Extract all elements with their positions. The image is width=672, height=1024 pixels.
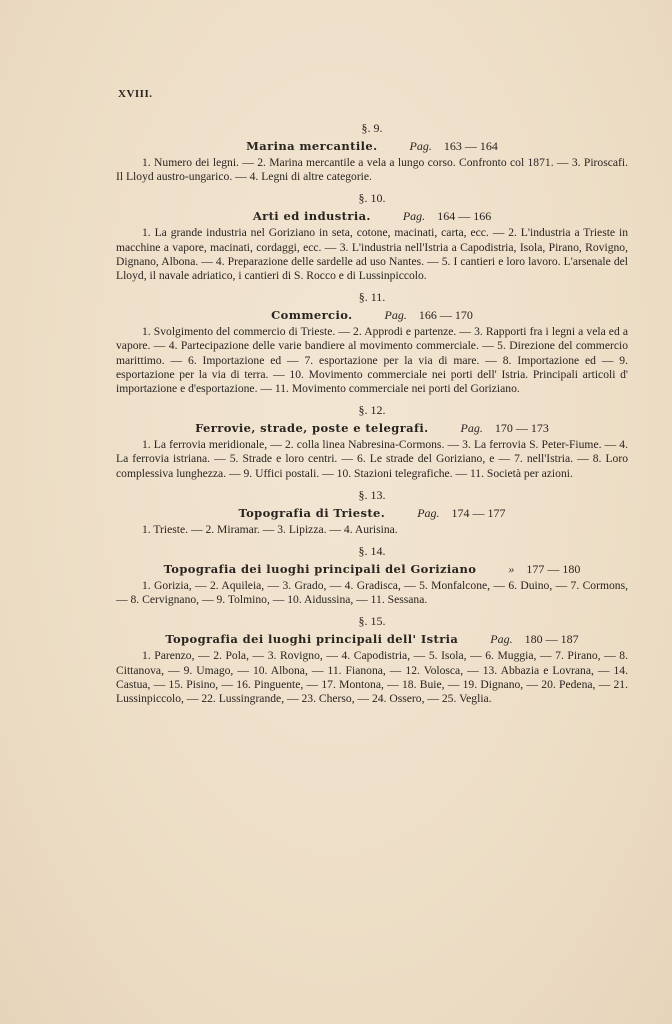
section-title: Topografia dei luoghi principali del Goriziano: [163, 562, 477, 577]
section-contents: 1. Parenzo, — 2. Pola, — 3. Rovigno, — 4. Capodistria, — 5. Isola, — 6. Muggia, — 7. Pirano, — 8. Cittanova, — 9. Umago, — 10. Albona, — 11. Fianona, — 12. Volosca, — 13. Abbazia e Lovrana, — 14. Castua, — 15. Pisino, — 16. Pinguente, — 17. Montona, — 18. Buie, — 19. Dignano, — 20. Pedena, — 21. Lussinpiccolo, — 22. Lussingrande, — 23. Cherso, — 24. Ossero, — 25. Veglia.: [116, 649, 628, 706]
section-title: Ferrovie, strade, poste e telegrafi.: [195, 421, 429, 436]
page-range: 180 — 187: [524, 632, 579, 647]
section-15: [116, 613, 628, 706]
page-label: Pag.: [402, 209, 426, 224]
page-label: »: [508, 562, 515, 577]
section-11: [116, 289, 628, 396]
section-contents: 1. Gorizia, — 2. Aquileia, — 3. Grado, — 4. Gradisca, — 5. Monfalcone, — 6. Duino, — 7. Cormons, — 8. Cervignano, — 9. Tolmino, — 10. Aidussina, — 11. Sessana.: [116, 579, 628, 607]
page-label: Pag.: [417, 505, 440, 520]
page-range: 174 — 177: [451, 505, 506, 520]
section-heading: [116, 629, 628, 649]
page-range: 164 — 166: [437, 209, 492, 224]
section-contents: 1. La ferrovia meridionale, — 2. colla linea Nabresina-Cormons. — 3. La ferrovia S. Peter-Fiume. — 4. La ferrovia istriana. — 5. Strade e loro centri. — 6. Le strade del Goriziano, e — 7. nell'Istria. — 8. Loro complessiva lunghezza. — 9. Uffici postali. — 10. Stazioni telegrafiche. — 11. Società per azioni.: [116, 438, 628, 480]
section-title: Topografia dei luoghi principali dell' Istria: [165, 632, 459, 647]
section-9: [116, 120, 628, 184]
section-12: [116, 402, 628, 481]
section-contents: 1. Numero dei legni. — 2. Marina mercantile a vela a lungo corso. Confronto col 1871. — 3. Piroscafi. Il Lloyd austro-ungarico. — 4. Legni di altre categorie.: [116, 156, 628, 184]
section-title: Arti ed industria.: [252, 209, 371, 224]
section-heading: [116, 559, 628, 579]
section-title: Commercio.: [271, 308, 353, 323]
section-14: [116, 543, 628, 607]
section-number: §. 10.: [358, 191, 386, 206]
page-label: Pag.: [409, 139, 432, 153]
section-contents: 1. Svolgimento del commercio di Trieste. — 2. Approdi e partenze. — 3. Rapporti fra i legni a vela ed a vapore. — 4. Partecipazione delle varie bandiere al movimento commerciale. — 5. Direzione del commercio marittimo. — 6. Importazione ed — 7. esportazione per la via di mare. — 8. Importazione ed — 9. esportazione per la via di terra. — 10. Movimento commerciale nei porti dell' Istria. Principali articoli d' importazione e d'esportazione. — 11. Movimento commerciale nei porti del Goriziano.: [116, 325, 628, 396]
section-10: [116, 190, 628, 283]
section-contents: 1. Trieste. — 2. Miramar. — 3. Lipizza. — 4. Aurisina.: [142, 522, 398, 536]
page-range: 163 — 164: [443, 139, 498, 153]
section-heading: [116, 503, 628, 523]
page-label: Pag.: [460, 421, 483, 436]
section-number: §. 12.: [358, 403, 386, 418]
page-range: 170 — 173: [494, 421, 549, 436]
page-number: XVIII.: [118, 88, 153, 100]
page-label: Pag.: [490, 632, 513, 647]
section-13: [116, 487, 628, 537]
section-number: §. 11.: [358, 290, 386, 305]
section-number: §. 9.: [361, 121, 383, 135]
section-heading: [116, 418, 628, 438]
section-title: Topografia di Trieste.: [238, 505, 386, 520]
page-range: 166 — 170: [418, 308, 473, 323]
section-heading: [116, 136, 628, 156]
section-contents: 1. La grande industria nel Goriziano in seta, cotone, macinati, carta, ecc. — 2. L'industria a Trieste in macchine a vapore, macinati, cordaggi, ecc. — 3. L'industria nell'Istria a Capodistria, Isola, Pirano, Rovigno, Dignano, Albona. — 4. Preparazione delle sardelle ad uso Nantes. — 5. I cantieri e loro lavoro. L'arsenale del Lloyd, il navale adriatico, i cantieri di S. Rocco e di Lussinpiccolo.: [116, 226, 628, 283]
page-label: Pag.: [384, 308, 407, 323]
table-of-contents: [116, 120, 628, 712]
section-heading: [116, 206, 628, 226]
section-heading: [116, 305, 628, 325]
section-title: Marina mercantile.: [246, 139, 378, 153]
section-number: §. 15.: [358, 614, 386, 629]
section-number: §. 13.: [358, 487, 386, 502]
page-range: 177 — 180: [526, 562, 581, 577]
section-number: §. 14.: [358, 544, 386, 559]
